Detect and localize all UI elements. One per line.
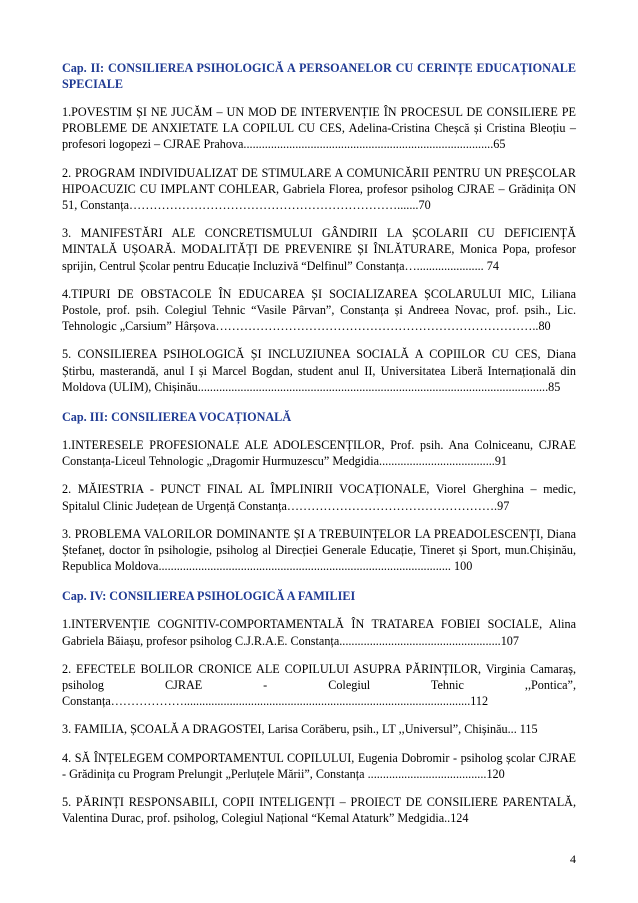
toc-entry: 3. FAMILIA, ȘCOALĂ A DRAGOSTEI, Larisa Corăberu, psih., LT ,,Universul”, Chișinău... 115 <box>62 722 538 737</box>
toc-entry: 4.TIPURI DE OBSTACOLE ÎN EDUCAREA ȘI SOCIALIZAREA ȘCOLARULUI MIC, Liliana Postole, prof. psih. Colegiul Tehnic “Vasile Pârvan”, Constanța și Andreea Novac, prof. psih., Lic. Tehnologic „Carsium” Hârșova……………………………………………………………………..80 <box>62 286 576 334</box>
toc-entry: 3. PROBLEMA VALORILOR DOMINANTE ȘI A TREBUINȚELOR LA PREADOLESCENȚI, Diana Ștefaneț, doctor în psihologie, psiholog al Direcției Generale Educație, Tineret și Sport, mun.Chișinău, Republica Moldova................................................................................................ 100 <box>62 526 576 574</box>
toc-entry: 5. PĂRINȚI RESPONSABILI, COPII INTELIGENȚI – PROIECT DE CONSILIERE PARENTALĂ, Valentina Durac, prof. psiholog, Colegiul Național “Kemal Ataturk” Medgidia..124 <box>62 795 576 826</box>
toc-entry: 5. CONSILIEREA PSIHOLOGICĂ ȘI INCLUZIUNEA SOCIALĂ A COPIILOR CU CES, Diana Știrbu, masterandă, anul I și Marcel Bogdan, student anul II, Universitatea Liberă Internațională din Moldova (ULIM), Chișinău...................................................................................................................85 <box>62 347 576 394</box>
toc-entry: 1.POVESTIM ȘI NE JUCĂM – UN MOD DE INTERVENȚIE ÎN PROCESUL DE CONSILIERE PE PROBLEME DE ANXIETATE LA COPILUL CU CES, Adelina-Cristina Cheșcă și Cristina Bleoțiu – profesori logopezi – CJRAE Prahova..................................................................................65 <box>62 105 576 152</box>
toc-entry: 3. MANIFESTĂRI ALE CONCRETISMULUI GÂNDIRII LA ȘCOLARII CU DEFICIENȚĂ MINTALĂ UȘOARĂ. MODALITĂȚI DE PREVENIRE ȘI ÎNLĂTURARE, Monica Popa, profesor sprijin, Centrul Școlar pentru Educație Incluzivă “Delfinul” Constanța…...................... 74 <box>62 226 576 273</box>
toc-entry: 1.INTERESELE PROFESIONALE ALE ADOLESCENȚILOR, Prof. psih. Ana Colniceanu, CJRAE Constanța-Liceul Tehnologic „Dragomir Hurmuzescu” Medgidia......................................91 <box>62 438 576 469</box>
toc-entry: 2. MĂIESTRIA - PUNCT FINAL AL ÎMPLINIRII VOCAȚIONALE, Viorel Gherghina – medic, Spitalul Clinic Județean de Urgență Constanța…………………………………………….97 <box>62 482 576 513</box>
chapter-title: Cap. III: CONSILIEREA VOCAȚIONALĂ <box>62 410 292 425</box>
toc-entry: 1.INTERVENȚIE COGNITIV-COMPORTAMENTALĂ ÎN TRATAREA FOBIEI SOCIALE, Alina Gabriela Băiașu, profesor psiholog C.J.R.A.E. Constanța.....................................................107 <box>62 617 576 648</box>
toc-entry: 4. SĂ ÎNȚELEGEM COMPORTAMENTUL COPILULUI, Eugenia Dobromir - psiholog școlar CJRAE - Grădinița cu Program Prelungit „Perluțele Mării”, Constanța .......................................120 <box>62 750 576 781</box>
chapter-title: Cap. II: CONSILIEREA PSIHOLOGICĂ A PERSOANELOR CU CERINȚE EDUCAȚIONALE SPECIALE <box>62 61 576 91</box>
chapter-title: Cap. IV: CONSILIEREA PSIHOLOGICĂ A FAMILIEI <box>62 589 356 604</box>
page-number: 4 <box>570 852 576 866</box>
toc-entry: 2. EFECTELE BOLILOR CRONICE ALE COPILULUI ASUPRA PĂRINȚILOR, Virginia Camaraș, psiholog CJRAE - Colegiul Tehnic ,,Pontica”, Constanța………………..............................................................................................112 <box>62 661 576 709</box>
toc-entry: 2. PROGRAM INDIVIDUALIZAT DE STIMULARE A COMUNICĂRII PENTRU UN PREȘCOLAR HIPOACUZIC CU IMPLANT COHLEAR, Gabriela Florea, profesor psiholog CJRAE – Grădinița ON 51, Constanța………………………………………………………….......70 <box>62 165 576 213</box>
table-of-contents <box>62 60 576 827</box>
